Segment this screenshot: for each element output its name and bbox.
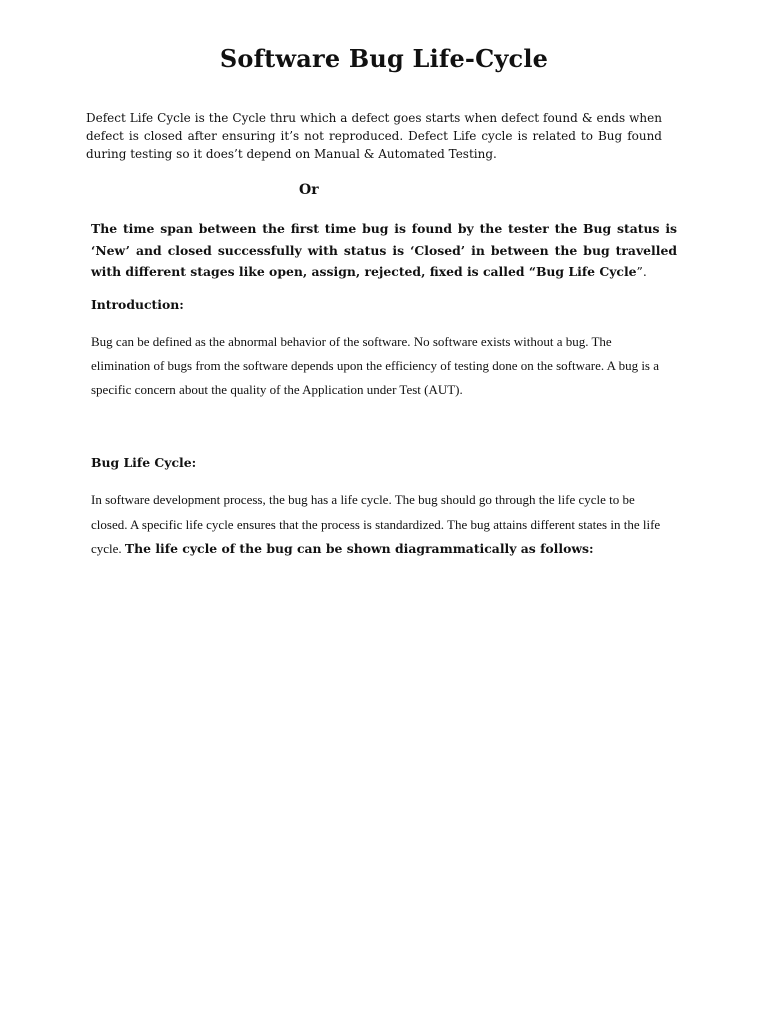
definition-paragraph — [91, 218, 677, 283]
bug-life-cycle-paragraph — [91, 488, 671, 562]
bug-life-cycle-heading: Bug Life Cycle: — [91, 455, 197, 470]
definition-tail-text: ”. — [636, 264, 647, 279]
bug-life-cycle-bold-text: The life cycle of the bug can be shown diagrammatically as follows: — [124, 541, 594, 556]
page-title: Software Bug Life-Cycle — [219, 44, 549, 73]
definition-bold-text: The time span between the first time bug is found by the tester the Bug status is ‘New’ and closed successfully with status is ‘Closed’ in between the bug travelled with different stages like open, assign, rejected, fixed is called “Bug Life Cycle — [91, 221, 677, 279]
introduction-heading: Introduction: — [91, 297, 184, 312]
or-label: Or — [299, 182, 319, 198]
introduction-paragraph: Bug can be defined as the abnormal behavior of the software. No software exists without a bug. The elimination of bugs from the software depends upon the efficiency of testing done on the software. A bug is a specific concern about the quality of the Application under Test (AUT). — [91, 334, 660, 397]
bug-life-cycle-text: In software development process, the bug has a life cycle. The bug should go through the life cycle to be closed. A specific life cycle ensures that the process is standardized. The bug attains different states in the life cycle. — [91, 492, 661, 556]
intro-paragraph: Defect Life Cycle is the Cycle thru which a defect goes starts when defect found & ends when defect is closed after ensuring it’s not reproduced. Defect Life cycle is related to Bug found during testing so it does’t depend on Manual & Automated Testing. — [86, 111, 662, 161]
